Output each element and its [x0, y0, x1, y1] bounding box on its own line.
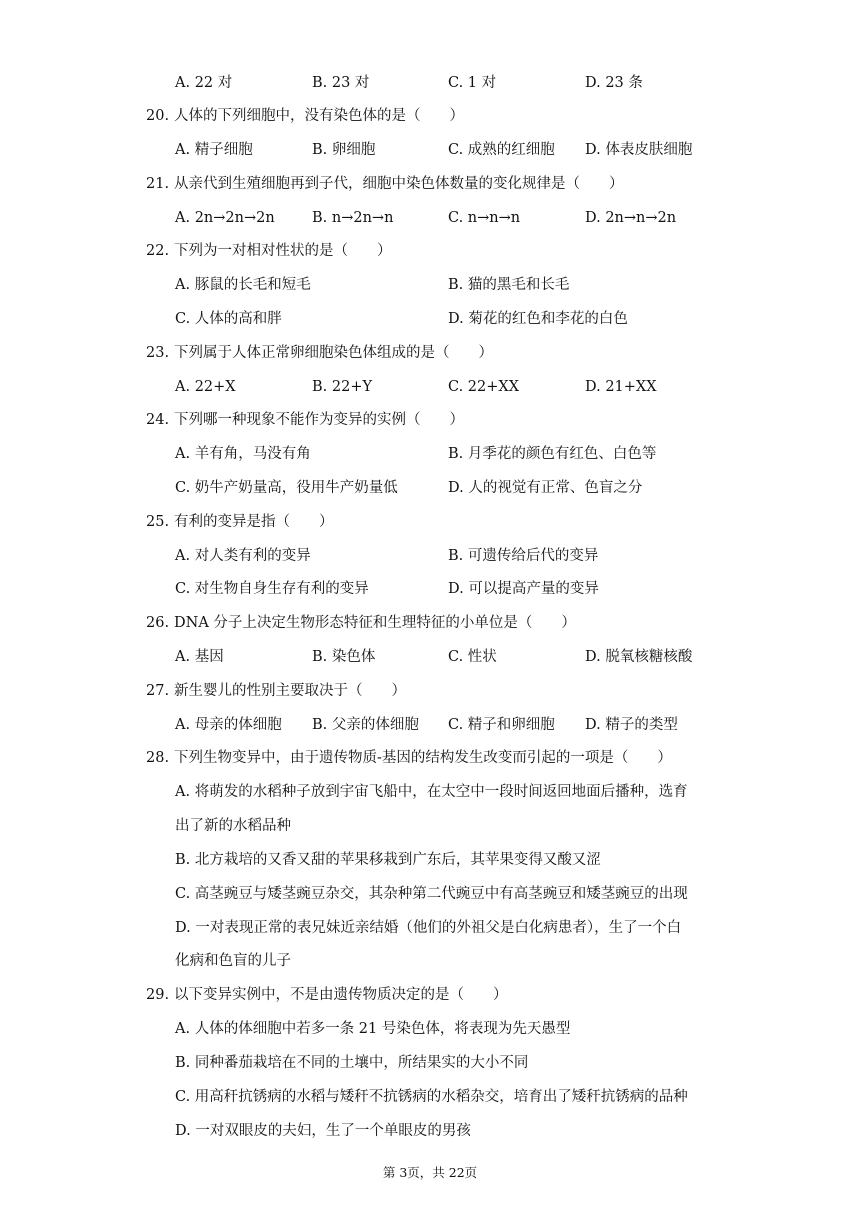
q29-option-c: C. 用高秆抗锈病的水稻与矮秆不抗锈病的水稻杂交，培育出了矮秆抗锈病的品种	[175, 1089, 688, 1105]
option-c: C. 人体的高和胖	[175, 311, 282, 327]
q28-option-c: C. 高茎豌豆与矮茎豌豆杂交，其杂种第二代豌豆中有高茎豌豆和矮茎豌豆的出现	[175, 886, 688, 902]
option-a: A. 对人类有利的变异	[175, 548, 311, 564]
option-d: D. 23 条	[585, 75, 643, 91]
question-28	[146, 748, 672, 768]
option-d: D. 精子的类型	[585, 717, 678, 733]
option-c: C. 对生物自身生存有利的变异	[175, 581, 369, 597]
question-24	[146, 410, 464, 430]
option-b: B. 22+Y	[312, 379, 373, 395]
question-stem: 从亲代到生殖细胞再到子代，细胞中染色体数量的变化规律是（ ）	[174, 176, 624, 192]
question-number: 22.	[146, 243, 170, 259]
q29-option-d: D. 一对双眼皮的夫妇，生了一个单眼皮的男孩	[175, 1123, 471, 1139]
q28-option-d-line1: D. 一对表现正常的表兄妹近亲结婚（他们的外祖父是白化病患者），生了一个白	[175, 920, 682, 936]
question-stem: 下列生物变异中，由于遗传物质-基因的结构发生改变而引起的一项是（ ）	[174, 750, 672, 766]
option-a: A. 精子细胞	[175, 142, 253, 158]
question-stem: 下列属于人体正常卵细胞染色体组成的是（ ）	[174, 345, 493, 361]
option-c: C. 精子和卵细胞	[448, 717, 555, 733]
option-c: C. n→n→n	[448, 210, 521, 226]
q29-option-b: B. 同种番茄栽培在不同的土壤中，所结果实的大小不同	[175, 1055, 529, 1071]
question-29	[146, 985, 508, 1005]
option-b: B. n→2n→n	[312, 210, 394, 226]
question-number: 26.	[146, 615, 170, 631]
option-c: C. 性状	[448, 649, 497, 665]
option-d: D. 2n→n→2n	[585, 210, 677, 226]
option-c: C. 成熟的红细胞	[448, 142, 555, 158]
q28-option-d-line2: 化病和色盲的儿子	[175, 953, 291, 969]
option-c: C. 1 对	[448, 75, 497, 91]
question-stem: 下列为一对相对性状的是（ ）	[174, 243, 392, 259]
q29-option-a: A. 人体的体细胞中若多一条 21 号染色体，将表现为先天愚型	[175, 1021, 571, 1037]
q28-option-b: B. 北方栽培的又香又甜的苹果移栽到广东后，其苹果变得又酸又涩	[175, 852, 601, 868]
option-a: A. 22+X	[175, 379, 236, 395]
question-stem: DNA 分子上决定生物形态特征和生理特征的小单位是（ ）	[174, 615, 576, 631]
option-d: D. 21+XX	[585, 379, 657, 395]
option-c: C. 奶牛产奶量高，役用牛产奶量低	[175, 480, 398, 496]
option-b: B. 可遗传给后代的变异	[448, 548, 599, 564]
question-27	[146, 681, 406, 701]
question-stem: 新生婴儿的性别主要取决于（ ）	[174, 683, 406, 699]
page-footer: 第 3页，共 22页	[382, 1165, 478, 1180]
question-number: 21.	[146, 176, 170, 192]
question-number: 25.	[146, 514, 170, 530]
question-21	[146, 174, 624, 194]
question-23	[146, 343, 493, 363]
question-number: 28.	[146, 750, 170, 766]
option-b: B. 猫的黑毛和长毛	[448, 277, 570, 293]
question-stem: 有利的变异是指（ ）	[174, 514, 334, 530]
option-a: A. 豚鼠的长毛和短毛	[175, 277, 311, 293]
option-d: D. 脱氧核糖核酸	[585, 649, 693, 665]
option-d: D. 体表皮肤细胞	[585, 142, 693, 158]
option-a: A. 22 对	[175, 75, 233, 91]
option-b: B. 23 对	[312, 75, 370, 91]
question-stem: 以下变异实例中，不是由遗传物质决定的是（ ）	[174, 987, 508, 1003]
option-b: B. 卵细胞	[312, 142, 376, 158]
option-d: D. 可以提高产量的变异	[448, 581, 599, 597]
question-number: 24.	[146, 412, 170, 428]
option-d: D. 菊花的红色和李花的白色	[448, 311, 628, 327]
option-b: B. 染色体	[312, 649, 376, 665]
option-b: B. 父亲的体细胞	[312, 717, 419, 733]
option-a: A. 羊有角，马没有角	[175, 446, 311, 462]
question-number: 23.	[146, 345, 170, 361]
question-20	[146, 106, 464, 126]
question-22	[146, 241, 392, 261]
question-stem: 人体的下列细胞中，没有染色体的是（ ）	[174, 108, 464, 124]
option-a: A. 母亲的体细胞	[175, 717, 282, 733]
question-stem: 下列哪一种现象不能作为变异的实例（ ）	[174, 412, 464, 428]
option-a: A. 2n→2n→2n	[175, 210, 275, 226]
option-a: A. 基因	[175, 649, 224, 665]
question-25	[146, 512, 334, 532]
question-26	[146, 613, 576, 633]
question-number: 29.	[146, 987, 170, 1003]
q28-option-a-line1: A. 将萌发的水稻种子放到宇宙飞船中，在太空中一段时间返回地面后播种，选育	[175, 784, 688, 800]
option-c: C. 22+XX	[448, 379, 520, 395]
question-number: 27.	[146, 683, 170, 699]
option-b: B. 月季花的颜色有红色、白色等	[448, 446, 657, 462]
option-d: D. 人的视觉有正常、色盲之分	[448, 480, 643, 496]
q28-option-a-line2: 出了新的水稻品种	[175, 818, 291, 834]
question-number: 20.	[146, 108, 170, 124]
